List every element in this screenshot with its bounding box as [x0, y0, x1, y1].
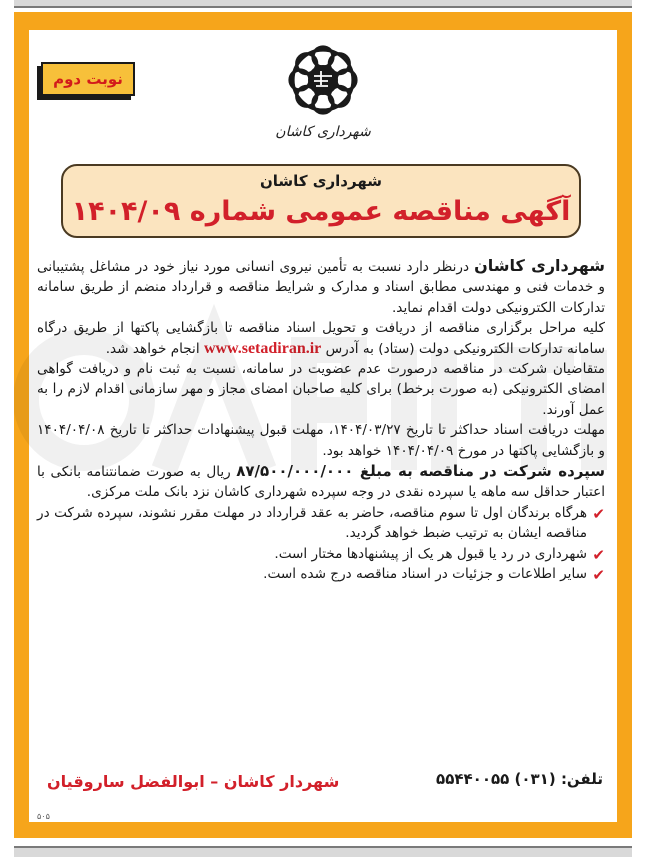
second-notice-badge: نوبت دوم	[41, 62, 135, 96]
bullet-item	[37, 564, 605, 584]
ad-frame	[14, 12, 632, 838]
checkmark-icon: ✔	[592, 566, 605, 585]
deposit-paragraph	[37, 461, 605, 503]
process-paragraph	[37, 318, 605, 359]
kashan-emblem-icon	[269, 40, 377, 124]
tender-title: آگهی مناقصه عمومی شماره ۱۴۰۴/۰۹	[71, 196, 571, 227]
process-end: انجام خواهد شد.	[105, 340, 204, 357]
ad-card	[29, 30, 617, 822]
registration-paragraph: متقاضیان شرکت در مناقصه درصورت عدم عضویت در سامانه، نسبت به ثبت نام و دریافت گواهی امضای الکترونیکی (به صورت برخط) برای کلیه صاحبان امضای مجاز و مهر سازمانی اقدام لازم را به عمل آورند.	[37, 361, 605, 418]
phone-line	[436, 770, 603, 788]
deadlines-paragraph: مهلت دریافت اسناد حداکثر تا تاریخ ۱۴۰۴/۰۳/۲۷، مهلت قبول پیشنهادات حداکثر تا تاریخ ۱۴۰۴/۰۴/۰۸ و بازگشایی پاکتها در مورخ ۱۴۰۴/۰۴/۰۹ خواهد بود.	[37, 422, 605, 459]
bullet-item	[37, 503, 605, 544]
bullet-item	[37, 544, 605, 564]
deposit-text: ریال به صورت ضمانتنامه بانکی با اعتبار حداقل سه ماهه یا سپرده نقدی در وجه سپرده شهرداری کاشان نزد بانک ملت مرکزی.	[37, 464, 605, 501]
bottom-divider	[14, 846, 632, 857]
bullet-text: هرگاه برندگان اول تا سوم مناقصه، حاضر به عقد قرارداد در مهلت مقرر نشوند، سپرده شرکت در مناقصه ایشان به ترتیب ضبط خواهد گردید.	[37, 504, 587, 542]
intro-text: درنظر دارد نسبت به تأمین نیروی انسانی مورد نیاز خود در مشاغل پشتیبانی و خدمات فنی و مهندسی مطابق اسناد و مدارک و شرایط مناقصه و قرارداد منضم از طریق سامانه تدارکات الکترونیکی دولت اقدام نماید.	[37, 259, 605, 316]
municipality-logo	[269, 40, 377, 160]
deposit-lead: سپرده شرکت در مناقصه به مبلغ ۸۷/۵۰۰/۰۰۰/۰۰۰	[236, 462, 605, 481]
checkmark-icon: ✔	[592, 545, 605, 564]
ad-reference-number: ۵۰۵	[37, 812, 50, 821]
process-text: کلیه مراحل برگزاری مناقصه از دریافت و تحویل اسناد مناقصه تا بازگشایی پاکتها از طریق درگاه سامانه تدارکات الکترونیکی دولت (ستاد) به آدرس	[37, 320, 605, 357]
top-divider	[14, 0, 632, 8]
ad-body	[37, 256, 605, 585]
logo-signature: شهرداری کاشان	[275, 124, 371, 140]
title-box	[61, 164, 581, 238]
intro-lead: شهرداری کاشان	[474, 256, 605, 275]
issuer-name: شهرداری کاشان	[260, 172, 382, 190]
mayor-signature: شهردار کاشان – ابوالفضل ساروقیان	[47, 772, 340, 791]
phone-label: تلفن:	[560, 770, 603, 788]
phone-number: ۵۵۴۴۰۰۵۵ (۰۳۱)	[436, 770, 556, 788]
checkmark-icon: ✔	[592, 504, 605, 523]
intro-paragraph	[37, 256, 605, 318]
setad-link[interactable]: www.setadiran.ir	[203, 339, 322, 357]
bullet-text: سایر اطلاعات و جزئیات در اسناد مناقصه درج شده است.	[263, 566, 587, 583]
bullet-text: شهرداری در رد یا قبول هر یک از پیشنهادها مختار است.	[274, 545, 587, 562]
